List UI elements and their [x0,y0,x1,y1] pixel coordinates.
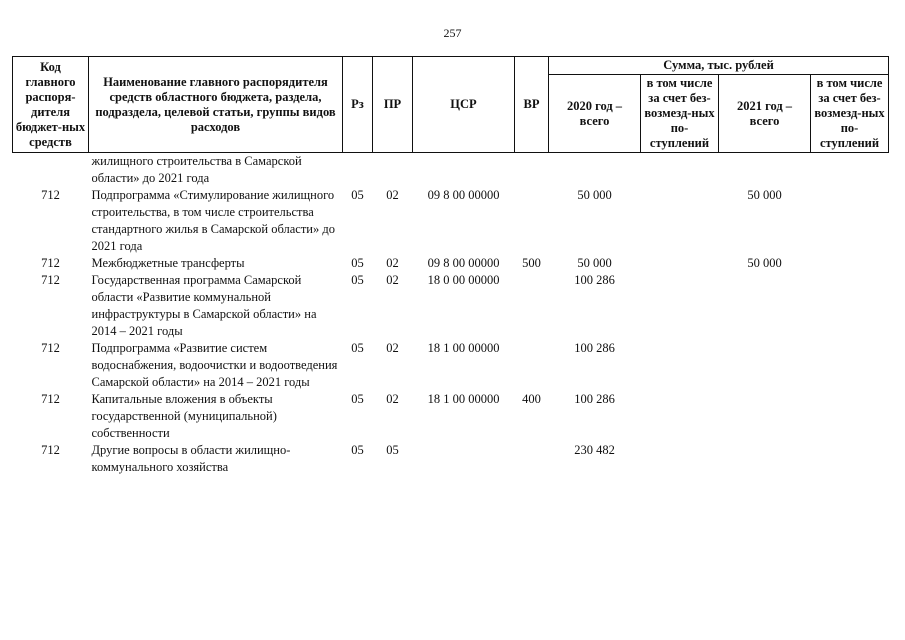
cell-rz: 05 [351,273,364,287]
cell-free-2020 [641,340,719,391]
cell-code [13,153,89,188]
cell-sum-2020: 100 286 [574,341,615,355]
cell-sum-2020: 100 286 [574,392,615,406]
header-vr: ВР [515,57,549,153]
cell-free-2020 [641,442,719,476]
cell-sum-2021 [719,442,811,476]
cell-free-2020 [641,272,719,340]
cell-name: Капитальные вложения в объекты государственной (муниципальной) собственности [91,392,277,440]
header-2020-total: 2020 год – всего [549,75,641,153]
cell-sum-2020 [549,153,641,188]
header-code: Код главного распоря-дителя бюджет-ных средств [13,57,89,153]
cell-code: 712 [41,188,60,202]
cell-free-2021 [811,391,889,442]
cell-rz: 05 [351,188,364,202]
table-header [13,57,889,153]
cell-code: 712 [41,273,60,287]
cell-free-2021 [811,187,889,255]
cell-sum-2020: 230 482 [574,443,615,457]
cell-vr [515,153,549,188]
cell-free-2021 [811,255,889,272]
table-row [13,442,889,476]
cell-rz: 05 [351,392,364,406]
header-2021-free: в том числе за счет без-возмезд-ных по-ступлений [811,75,889,153]
cell-sum-2020: 100 286 [574,273,615,287]
cell-sum-2021 [719,153,811,188]
cell-csr: 18 1 00 00000 [427,341,500,355]
cell-csr: 18 0 00 00000 [427,273,500,287]
header-csr: ЦСР [413,57,515,153]
cell-csr: 18 1 00 00000 [427,392,500,406]
table-row [13,153,889,188]
cell-sum-2021: 50 000 [747,188,782,202]
cell-name: Государственная программа Самарской области «Развитие коммунальной инфраструктуры в Самарской области» на 2014 – 2021 годы [91,273,317,338]
table-row [13,340,889,391]
cell-free-2020 [641,187,719,255]
cell-sum-2020: 50 000 [577,256,612,270]
cell-vr: 500 [522,256,541,270]
cell-vr: 400 [522,392,541,406]
cell-free-2021 [811,153,889,188]
cell-free-2020 [641,153,719,188]
cell-vr [515,187,549,255]
cell-free-2020 [641,391,719,442]
header-2021-total: 2021 год – всего [719,75,811,153]
header-2020-free: в том числе за счет без-возмезд-ных по-ступлений [641,75,719,153]
cell-code: 712 [41,256,60,270]
cell-name: Подпрограмма «Стимулирование жилищного строительства, в том числе строительства стандартного жилья в Самарской области» до 2021 года [91,188,335,253]
cell-sum-2020: 50 000 [577,188,612,202]
cell-pr: 02 [386,256,399,270]
cell-pr: 02 [386,341,399,355]
header-pr: ПР [373,57,413,153]
header-sum: Сумма, тыс. рублей [549,57,889,75]
cell-free-2021 [811,442,889,476]
table-row [13,391,889,442]
header-rz: Рз [343,57,373,153]
cell-free-2021 [811,340,889,391]
budget-table [12,56,889,476]
cell-vr [515,272,549,340]
table-row [13,255,889,272]
cell-pr: 02 [386,273,399,287]
cell-vr [515,340,549,391]
cell-name: жилищного строительства в Самарской области» до 2021 года [91,154,302,185]
cell-name: Межбюджетные трансферты [91,256,245,270]
cell-rz: 05 [351,443,364,457]
cell-rz [343,153,373,188]
cell-pr: 02 [386,188,399,202]
cell-pr: 05 [386,443,399,457]
cell-pr: 02 [386,392,399,406]
cell-rz: 05 [351,256,364,270]
cell-free-2020 [641,255,719,272]
cell-name: Подпрограмма «Развитие систем водоснабжения, водоочистки и водоотведения Самарской области» на 2014 – 2021 годы [91,341,338,389]
cell-rz: 05 [351,341,364,355]
cell-sum-2021 [719,391,811,442]
cell-csr: 09 8 00 00000 [427,188,500,202]
table-body [13,153,889,477]
cell-name: Другие вопросы в области жилищно-коммунального хозяйства [91,443,291,474]
table-row [13,272,889,340]
table-row [13,187,889,255]
cell-sum-2021: 50 000 [747,256,782,270]
cell-csr: 09 8 00 00000 [427,256,500,270]
cell-free-2021 [811,272,889,340]
cell-sum-2021 [719,340,811,391]
cell-sum-2021 [719,272,811,340]
cell-pr [373,153,413,188]
cell-code: 712 [41,341,60,355]
cell-code: 712 [41,392,60,406]
cell-csr [413,442,515,476]
cell-csr [413,153,515,188]
header-name: Наименование главного распорядителя средств областного бюджета, раздела, подраздела, целевой статьи, группы видов расходов [89,57,343,153]
page-number: 257 [443,26,462,40]
cell-vr [515,442,549,476]
cell-code: 712 [41,443,60,457]
